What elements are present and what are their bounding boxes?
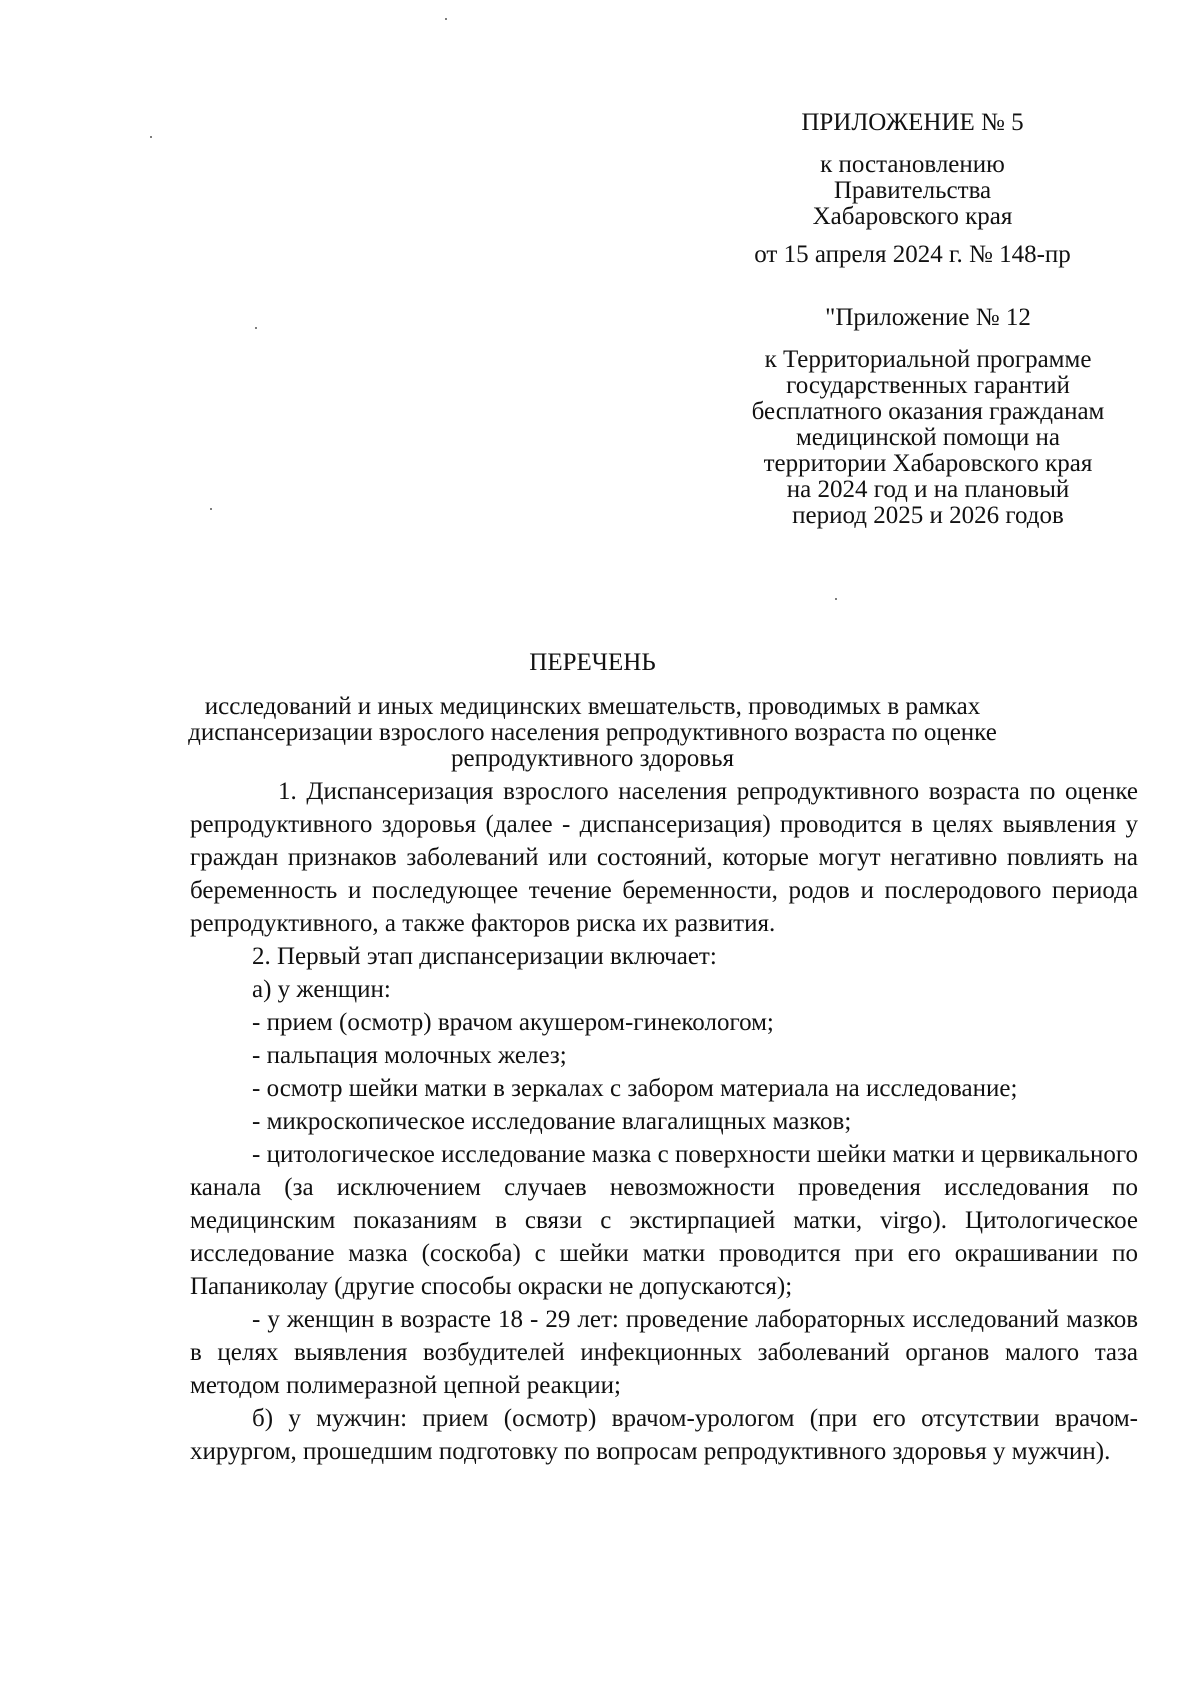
scan-speck (445, 18, 447, 20)
appendix-line: Хабаровского края (812, 203, 1013, 230)
program-appendix-line: территории Хабаровского края (763, 450, 1093, 477)
list-heading (80, 650, 1105, 772)
appendix-header (735, 110, 1090, 268)
paragraph-purpose: 1. Диспансеризация взрослого населения репродуктивного возраста по оценке репродуктивного здоровья (далее - диспансеризация) проводится в целях выявления у граждан признаков заболеваний или состояний, которые могут негативно повлиять на беременность и последующее течение беременности, родов и послеродового периода репродуктивного, а также факторов риска их развития. (190, 778, 1138, 937)
list-subtitle-line: исследований и иных медицинских вмешательств, проводимых в рамках (204, 693, 981, 720)
paragraph-men: б) у мужчин: прием (осмотр) врачом-урологом (при его отсутствии врачом-хирургом, прошедшим подготовку по вопросам репродуктивного здоровья у мужчин). (190, 1405, 1138, 1465)
women-item: - микроскопическое исследование влагалищных мазков; (252, 1108, 852, 1135)
program-appendix-line: период 2025 и 2026 годов (792, 502, 1064, 529)
women-item: - прием (осмотр) врачом акушером-гинекологом; (252, 1009, 774, 1036)
program-appendix-header (728, 305, 1128, 529)
paragraph-cytology: - цитологическое исследование мазка с поверхности шейки матки и цервикального канала (за исключением случаев невозможности проведения исследования по медицинским показаниям в связи с экстирпацией матки, virgo). Цитологическое исследование мазка (соскоба) с шейки матки проводится при его окрашивании по Папаниколау (другие способы окраски не допускаются); (190, 1141, 1138, 1300)
program-appendix-line: государственных гарантий (786, 372, 1070, 399)
list-title: ПЕРЕЧЕНЬ (529, 649, 656, 676)
program-appendix-line: на 2024 год и на плановый (786, 476, 1070, 503)
program-appendix-line: бесплатного оказания гражданам (751, 398, 1105, 425)
program-appendix-line: к Территориальной программе (764, 346, 1092, 373)
list-subtitle-line: репродуктивного здоровья (450, 745, 734, 772)
scan-speck (255, 327, 257, 329)
women-item: - осмотр шейки матки в зеркалах с забором материала на исследование; (252, 1075, 1018, 1102)
appendix-line: Правительства (833, 177, 992, 204)
women-label: а) у женщин: (252, 976, 391, 1003)
document-body (190, 775, 1138, 1468)
appendix-title: ПРИЛОЖЕНИЕ № 5 (801, 109, 1024, 136)
scan-speck (150, 136, 152, 138)
paragraph-first-stage: 2. Первый этап диспансеризации включает: (252, 943, 717, 970)
paragraph-pcr: - у женщин в возрасте 18 - 29 лет: проведение лабораторных исследований мазков в целях выявления возбудителей инфекционных заболеваний органов малого таза методом полимеразной цепной реакции; (190, 1306, 1138, 1399)
scan-speck (210, 508, 212, 510)
program-appendix-line: медицинской помощи на (795, 424, 1060, 451)
appendix-line: к постановлению (820, 151, 1005, 178)
list-subtitle-line: диспансеризации взрослого населения репродуктивного возраста по оценке (188, 719, 997, 746)
scan-speck (835, 598, 837, 600)
women-item: - пальпация молочных желез; (252, 1042, 567, 1069)
appendix-date: от 15 апреля 2024 г. № 148-пр (754, 241, 1071, 268)
program-appendix-title: "Приложение № 12 (825, 304, 1031, 331)
